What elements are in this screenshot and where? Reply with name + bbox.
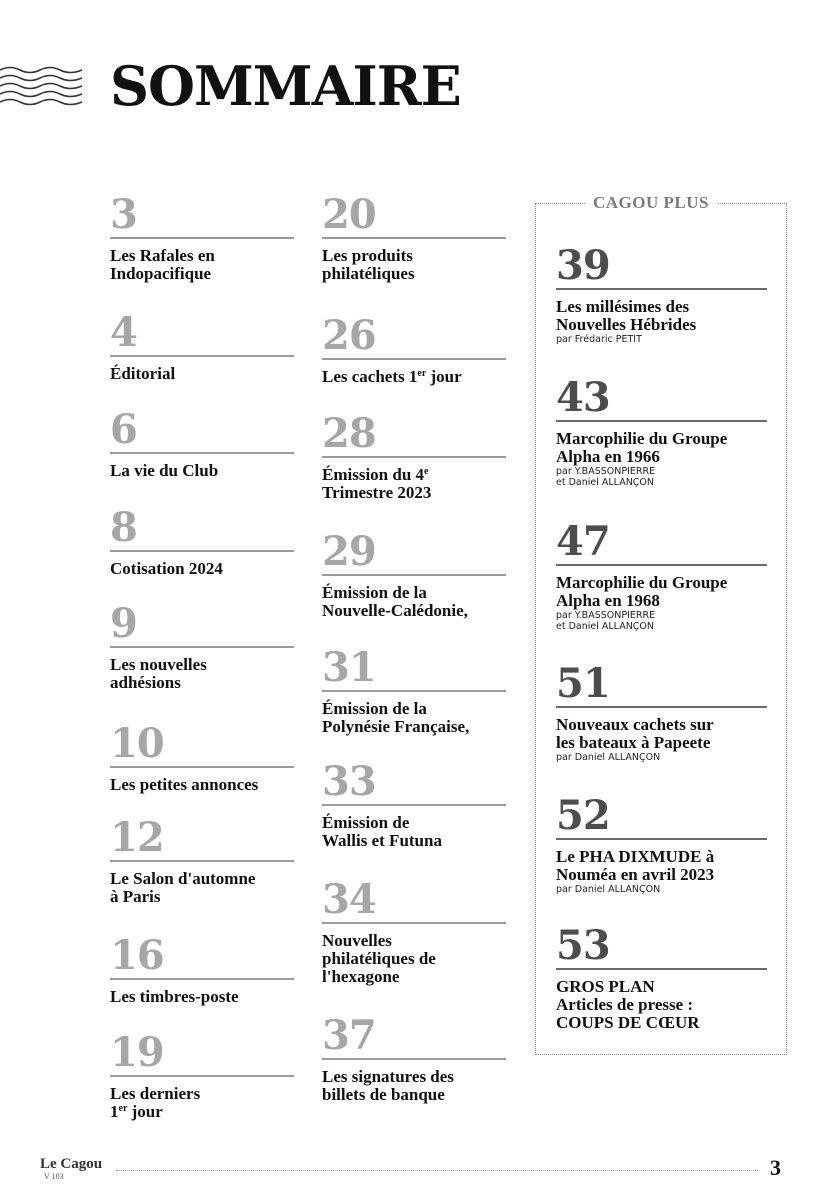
page-number: 52 <box>556 796 767 840</box>
page-title: SOMMAIRE <box>110 54 461 118</box>
entry-title: GROS PLAN Articles de presse : COUPS DE CŒUR <box>556 977 700 1032</box>
page-number: 37 <box>322 1016 506 1060</box>
entry-title: Marcophilie du Groupe Alpha en 1968 <box>556 573 728 610</box>
toc-entry[interactable] <box>322 876 506 986</box>
entry-title: Les derniers 1er jour <box>110 1084 201 1121</box>
toc-entry[interactable] <box>556 518 767 632</box>
toc-entry[interactable] <box>556 792 767 895</box>
page-number: 8 <box>110 508 294 552</box>
toc-entry[interactable] <box>556 922 767 1032</box>
entry-author: par Daniel ALLANÇON <box>556 752 661 763</box>
toc-entry[interactable] <box>322 528 506 620</box>
toc-entry[interactable] <box>322 312 506 386</box>
toc-entry[interactable] <box>110 504 294 578</box>
toc-entry[interactable] <box>110 406 294 480</box>
entry-title: La vie du Club <box>110 461 219 480</box>
toc-column-left <box>110 0 294 1200</box>
entry-title: Nouveaux cachets sur les bateaux à Papeete <box>556 715 714 752</box>
wavy-lines-icon <box>0 64 82 106</box>
page-number: 28 <box>322 414 506 458</box>
toc-entry[interactable] <box>110 1029 294 1121</box>
entry-title: Les nouvelles adhésions <box>110 655 207 692</box>
entry-title: Nouvelles philatéliques de l'hexagone <box>322 931 436 986</box>
entry-author: par Y.BASSONPIERRE <box>556 610 656 621</box>
entry-author: et Daniel ALLANÇON <box>556 621 655 632</box>
entry-title: Émission de Wallis et Futuna <box>322 813 442 850</box>
page-number: 19 <box>110 1033 294 1077</box>
page-number: 10 <box>110 724 294 768</box>
toc-entry[interactable] <box>322 191 506 283</box>
page-number: 12 <box>110 818 294 862</box>
page-number: 33 <box>322 762 506 806</box>
entry-title: Les timbres-poste <box>110 987 239 1006</box>
toc-entry[interactable] <box>556 374 767 488</box>
entry-title: Les petites annonces <box>110 775 259 794</box>
toc-entry[interactable] <box>110 720 294 794</box>
page-number: 16 <box>110 936 294 980</box>
toc-entry[interactable] <box>556 660 767 763</box>
page-number: 34 <box>322 880 506 924</box>
entry-title: Les signatures des billets de banque <box>322 1067 454 1104</box>
page-number: 47 <box>556 522 767 566</box>
page-number: 4 <box>110 313 294 357</box>
page-number: 6 <box>110 410 294 454</box>
page-number: 39 <box>556 246 767 290</box>
footer-page-number: 3 <box>770 1155 781 1180</box>
entry-author: par Frédaric PETIT <box>556 334 642 345</box>
toc-column-middle <box>322 0 506 1200</box>
footer-leader-dots <box>116 1170 758 1171</box>
entry-title: Le Salon d'automne à Paris <box>110 869 256 906</box>
entry-title: Éditorial <box>110 364 176 383</box>
toc-entry[interactable] <box>110 932 294 1006</box>
toc-entry[interactable] <box>322 758 506 850</box>
entry-title: Marcophilie du Groupe Alpha en 1966 <box>556 429 728 466</box>
toc-entry[interactable] <box>322 410 506 502</box>
entry-title: Les millésimes des Nouvelles Hébrides <box>556 297 697 334</box>
toc-column-right <box>556 0 767 1200</box>
toc-entry[interactable] <box>110 191 294 283</box>
entry-author: par Y.BASSONPIERRE <box>556 466 656 477</box>
page-number: 29 <box>322 532 506 576</box>
toc-entry[interactable] <box>110 814 294 906</box>
toc-entry[interactable] <box>110 600 294 692</box>
footer-issue: V 103 <box>44 1172 64 1181</box>
toc-entry[interactable] <box>110 309 294 383</box>
page-number: 53 <box>556 926 767 970</box>
page-number: 9 <box>110 604 294 648</box>
entry-title: Émission de la Polynésie Française, <box>322 699 470 736</box>
entry-title: Émission de la Nouvelle-Calédonie, <box>322 583 468 620</box>
entry-author: et Daniel ALLANÇON <box>556 477 655 488</box>
page-number: 51 <box>556 664 767 708</box>
entry-title: Le PHA DIXMUDE à Nouméa en avril 2023 <box>556 847 715 884</box>
entry-title: Cotisation 2024 <box>110 559 223 578</box>
toc-entry[interactable] <box>556 242 767 345</box>
toc-entry[interactable] <box>322 644 506 736</box>
page-number: 20 <box>322 195 506 239</box>
cagou-plus-title: CAGOU PLUS <box>585 192 717 214</box>
entry-title: Émission du 4e Trimestre 2023 <box>322 465 432 502</box>
entry-title: Les cachets 1er jour <box>322 367 462 386</box>
page-number: 43 <box>556 378 767 422</box>
entry-title: Les Rafales en Indopacifique <box>110 246 215 283</box>
toc-entry[interactable] <box>322 1012 506 1104</box>
entry-title: Les produits philatéliques <box>322 246 415 283</box>
footer-brand: Le Cagou <box>40 1156 103 1172</box>
page-number: 31 <box>322 648 506 692</box>
entry-author: par Daniel ALLANÇON <box>556 884 661 895</box>
page-number: 3 <box>110 195 294 239</box>
page-number: 26 <box>322 316 506 360</box>
